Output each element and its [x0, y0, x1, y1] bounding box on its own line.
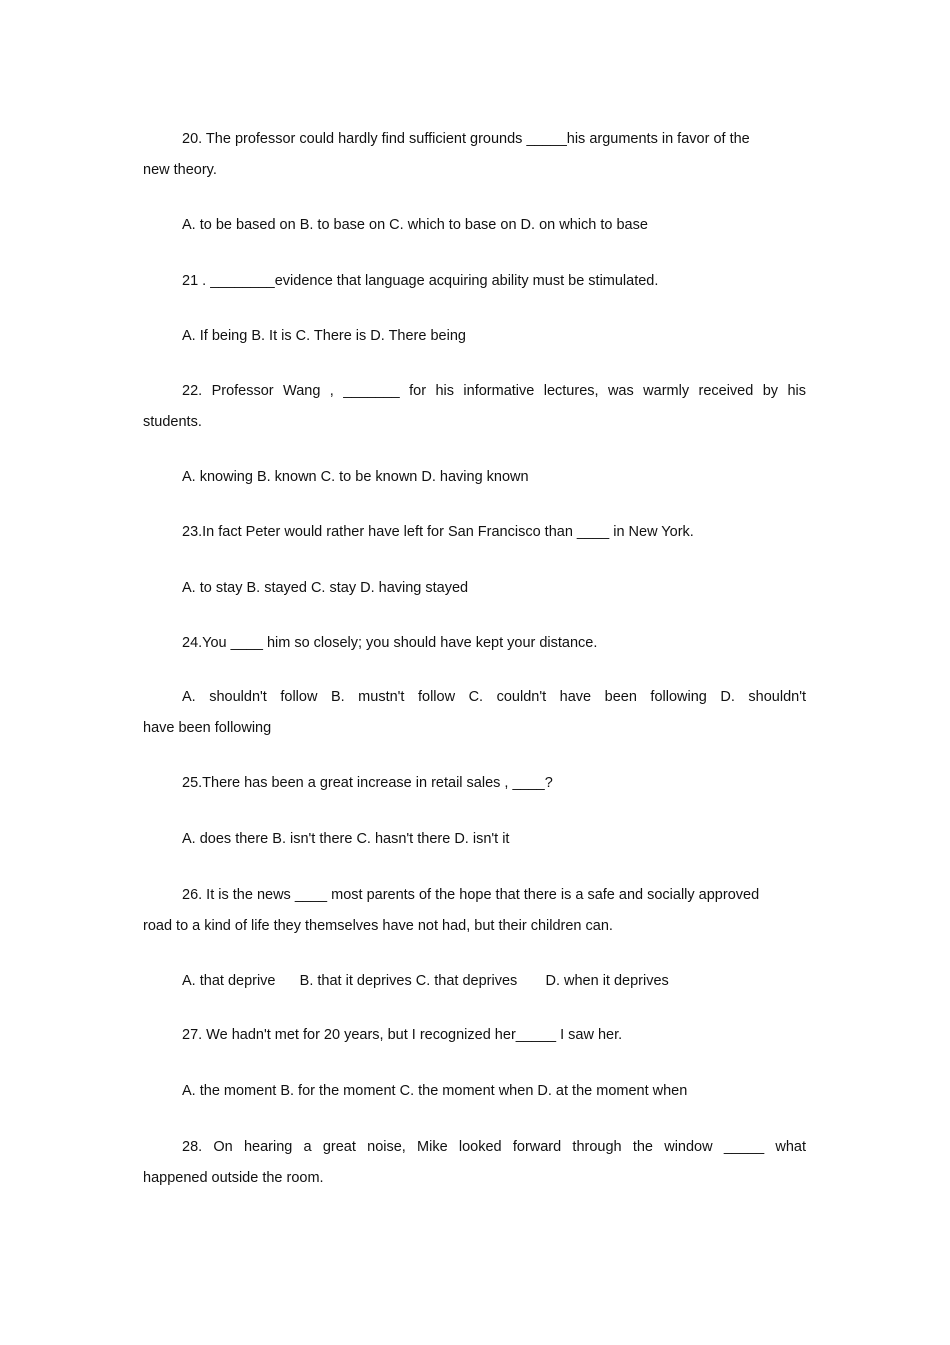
question-23-options: A. to stay B. stayed C. stay D. having stayed — [182, 580, 469, 596]
question-22-options: A. knowing B. known C. to be known D. having known — [182, 469, 529, 485]
question-24-stem: 24.You ____ him so closely; you should have kept your distance. — [182, 635, 598, 651]
question-24-options-line-1: A. shouldn't follow B. mustn't follow C. couldn't have been following D. shouldn't — [182, 689, 806, 705]
question-20-stem-line-2: new theory. — [143, 162, 217, 178]
question-23-stem: 23.In fact Peter would rather have left for San Francisco than ____ in New York. — [182, 524, 694, 540]
question-25-stem: 25.There has been a great increase in retail sales , ____? — [182, 775, 553, 791]
question-20-options: A. to be based on B. to base on C. which to base on D. on which to base — [182, 217, 648, 233]
question-26-options: A. that deprive B. that it deprives C. that deprives D. when it deprives — [182, 973, 669, 989]
question-21-options: A. If being B. It is C. There is D. There being — [182, 328, 466, 344]
question-22-stem-line-1: 22. Professor Wang , _______ for his informative lectures, was warmly received by his — [182, 383, 806, 399]
question-27-options: A. the moment B. for the moment C. the moment when D. at the moment when — [182, 1083, 688, 1099]
question-26-stem-line-1: 26. It is the news ____ most parents of the hope that there is a safe and socially approved — [182, 887, 760, 903]
question-27-stem: 27. We hadn't met for 20 years, but I recognized her_____ I saw her. — [182, 1027, 623, 1043]
question-22-stem-line-2: students. — [143, 414, 202, 430]
question-21-stem: 21 . ________evidence that language acquiring ability must be stimulated. — [182, 273, 659, 289]
question-24-options-line-2: have been following — [143, 720, 272, 736]
question-28-stem-line-2: happened outside the room. — [143, 1170, 324, 1186]
question-26-stem-line-2: road to a kind of life they themselves have not had, but their children can. — [143, 918, 613, 934]
question-25-options: A. does there B. isn't there C. hasn't there D. isn't it — [182, 831, 510, 847]
question-28-stem-line-1: 28. On hearing a great noise, Mike looked forward through the window _____ what — [182, 1139, 806, 1155]
question-20-stem-line-1: 20. The professor could hardly find sufficient grounds _____his arguments in favor of the — [182, 131, 750, 147]
